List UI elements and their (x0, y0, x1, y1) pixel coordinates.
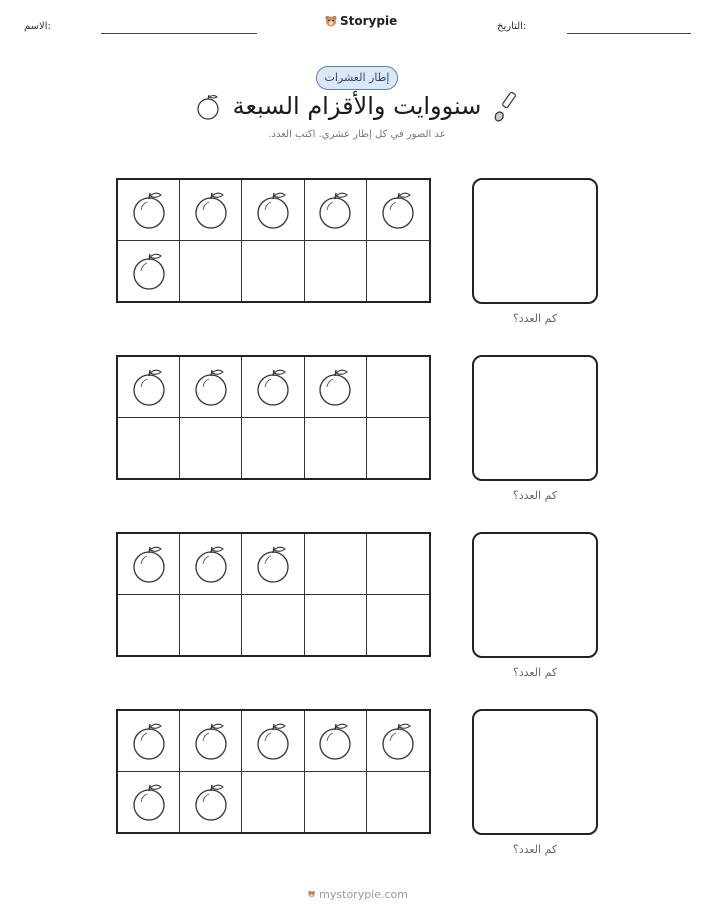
apple-icon (193, 544, 229, 584)
frame-cell (180, 241, 242, 302)
ten-frame (116, 355, 431, 480)
answer-box[interactable] (472, 532, 598, 658)
bear-face-icon (308, 886, 315, 902)
frame-cell (118, 241, 180, 302)
footer (308, 886, 408, 902)
frame-cell (242, 534, 304, 595)
apple-icon (196, 93, 222, 121)
brand-logo (325, 14, 397, 28)
apple-icon (380, 721, 416, 761)
apple-icon (317, 190, 353, 230)
apple-icon (131, 367, 167, 407)
page-title: سنووايت والأقزام السبعة (232, 92, 482, 120)
frame-cell (242, 772, 304, 833)
frame-cell (305, 180, 367, 241)
frame-cell (242, 180, 304, 241)
frame-cell (305, 534, 367, 595)
apple-icon (131, 782, 167, 822)
frame-cell (305, 418, 367, 479)
frame-cell (242, 595, 304, 656)
frame-cell (367, 711, 429, 772)
brand-name: Storypie (340, 14, 398, 28)
brush-icon (490, 90, 520, 124)
frame-cell (180, 772, 242, 833)
answer-box[interactable] (472, 709, 598, 835)
footer-url[interactable]: mystorypie.com (319, 887, 408, 901)
answer-box[interactable] (472, 355, 598, 481)
name-label: الاسم: (24, 21, 51, 32)
apple-icon (193, 721, 229, 761)
frame-cell (180, 180, 242, 241)
frame-cell (180, 534, 242, 595)
frame-cell (367, 180, 429, 241)
ten-frame (116, 709, 431, 834)
frame-cell (180, 357, 242, 418)
ten-frame (116, 178, 431, 303)
apple-icon (317, 721, 353, 761)
frame-cell (242, 357, 304, 418)
apple-icon (131, 721, 167, 761)
frame-cell (180, 595, 242, 656)
apple-icon (131, 251, 167, 291)
frame-cell (118, 772, 180, 833)
frame-cell (367, 595, 429, 656)
frame-cell (305, 357, 367, 418)
apple-icon (255, 190, 291, 230)
frame-cell (118, 711, 180, 772)
frame-cell (367, 418, 429, 479)
apple-icon (255, 544, 291, 584)
topic-badge: إطار العشرات (316, 66, 398, 90)
date-line (567, 33, 691, 34)
frame-cell (367, 241, 429, 302)
frame-cell (118, 418, 180, 479)
frame-cell (242, 711, 304, 772)
frame-cell (367, 357, 429, 418)
apple-icon (255, 721, 291, 761)
frame-cell (367, 534, 429, 595)
bear-face-icon (325, 15, 337, 27)
frame-cell (305, 711, 367, 772)
frame-cell (305, 772, 367, 833)
frame-cell (367, 772, 429, 833)
frame-cell (118, 595, 180, 656)
apple-icon (255, 367, 291, 407)
apple-icon (317, 367, 353, 407)
frame-cell (118, 357, 180, 418)
frame-cell (305, 595, 367, 656)
ten-frame (116, 532, 431, 657)
frame-cell (242, 418, 304, 479)
apple-icon (193, 367, 229, 407)
frame-cell (305, 241, 367, 302)
apple-icon (131, 190, 167, 230)
count-question: كم العدد؟ (512, 843, 558, 856)
apple-icon (131, 544, 167, 584)
name-line (101, 33, 257, 34)
instructions: عد الصور في كل إطار عشري. اكتب العدد. (268, 129, 446, 140)
frame-cell (118, 180, 180, 241)
apple-icon (193, 782, 229, 822)
frame-cell (180, 418, 242, 479)
frame-cell (180, 711, 242, 772)
apple-icon (380, 190, 416, 230)
apple-icon (193, 190, 229, 230)
date-label: التاريخ: (497, 21, 527, 32)
count-question: كم العدد؟ (512, 312, 558, 325)
answer-box[interactable] (472, 178, 598, 304)
frame-cell (242, 241, 304, 302)
count-question: كم العدد؟ (512, 666, 558, 679)
frame-cell (118, 534, 180, 595)
count-question: كم العدد؟ (512, 489, 558, 502)
